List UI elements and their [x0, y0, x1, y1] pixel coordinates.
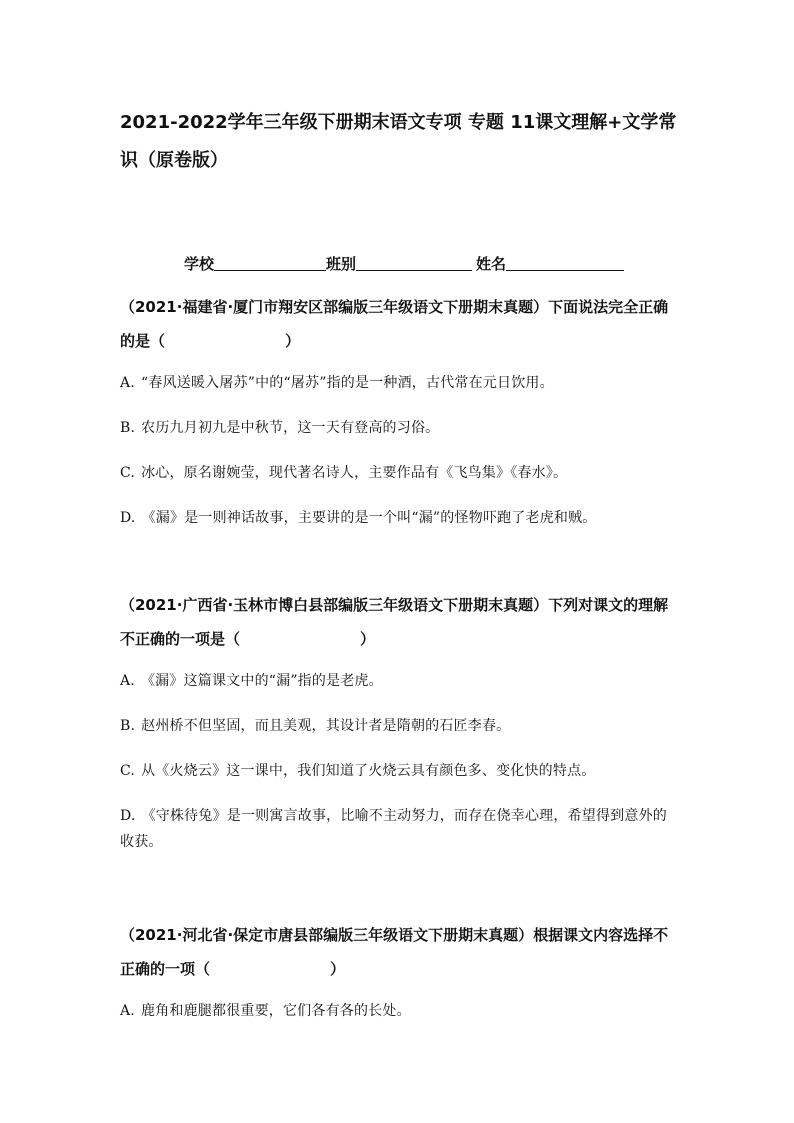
option-text: 农历九月初九是中秋节，这一天有登高的习俗。: [141, 420, 440, 436]
document-title: 2021-2022学年三年级下册期末语文专项 专题 11课文理解+文学常识（原卷版）: [120, 112, 677, 171]
question-2: [120, 588, 680, 864]
close-paren: ）: [360, 630, 376, 648]
option-letter: A.: [120, 375, 135, 391]
class-label: 班别: [326, 255, 357, 273]
question-stem: [120, 588, 680, 656]
question-stem: [120, 290, 680, 358]
question-1: [120, 290, 680, 540]
option-text: 《漏》是一则神话故事，主要讲的是一个叫“漏”的怪物吓跑了老虎和贼。: [141, 510, 597, 526]
option-text: 冰心，原名谢婉莹，现代著名诗人，主要作品有《飞鸟集》《春水》。: [141, 465, 568, 481]
option-b: [120, 703, 680, 748]
option-text: 鹿角和鹿腿都很重要，它们各有各的长处。: [140, 1003, 411, 1019]
option-letter: C.: [120, 763, 136, 779]
option-text: 从《火烧云》这一课中，我们知道了火烧云具有颜色多、变化快的特点。: [141, 763, 596, 779]
option-letter: D.: [120, 510, 136, 526]
close-paren: ）: [285, 332, 301, 350]
option-text: “春风送暖入屠苏”中的“屠苏”指的是一种酒，古代常在元日饮用。: [140, 375, 554, 391]
name-blank: [506, 254, 624, 271]
question-stem-text: （2021·河北省·保定市唐县部编版三年级语文下册期末真题）根据课文内容选择不正确的一项（: [120, 926, 669, 978]
school-label: 学校: [184, 255, 215, 273]
option-letter: B.: [120, 718, 136, 734]
question-stem-text: （2021·福建省·厦门市翔安区部编版三年级语文下册期末真题）下面说法完全正确的是（: [120, 298, 669, 350]
option-d: [120, 495, 680, 540]
class-blank: [356, 254, 472, 271]
option-letter: A.: [120, 1003, 135, 1019]
school-blank: [214, 254, 326, 271]
question-stem: [120, 918, 680, 986]
option-a: [120, 360, 680, 405]
question-3: [120, 918, 680, 1033]
option-b: [120, 405, 680, 450]
option-text: 赵州桥不但坚固，而且美观，其设计者是隋朝的石匠李春。: [141, 718, 511, 734]
option-d: [120, 793, 680, 864]
option-a: [120, 658, 680, 703]
name-label: 姓名: [476, 255, 507, 273]
option-c: [120, 450, 680, 495]
option-letter: C.: [120, 465, 136, 481]
option-letter: B.: [120, 420, 136, 436]
option-c: [120, 748, 680, 793]
close-paren: ）: [330, 960, 346, 978]
option-text: 《守株待兔》是一则寓言故事，比喻不主动努力，而存在侥幸心理，希望得到意外的收获。: [120, 808, 667, 850]
option-text: 《漏》这篇课文中的“漏”指的是老虎。: [140, 673, 383, 689]
option-letter: A.: [120, 673, 135, 689]
option-a: [120, 988, 680, 1033]
student-info-row: [184, 254, 624, 276]
question-stem-text: （2021·广西省·玉林市博白县部编版三年级语文下册期末真题）下列对课文的理解不正确的一项是（: [120, 596, 669, 648]
option-letter: D.: [120, 808, 136, 824]
